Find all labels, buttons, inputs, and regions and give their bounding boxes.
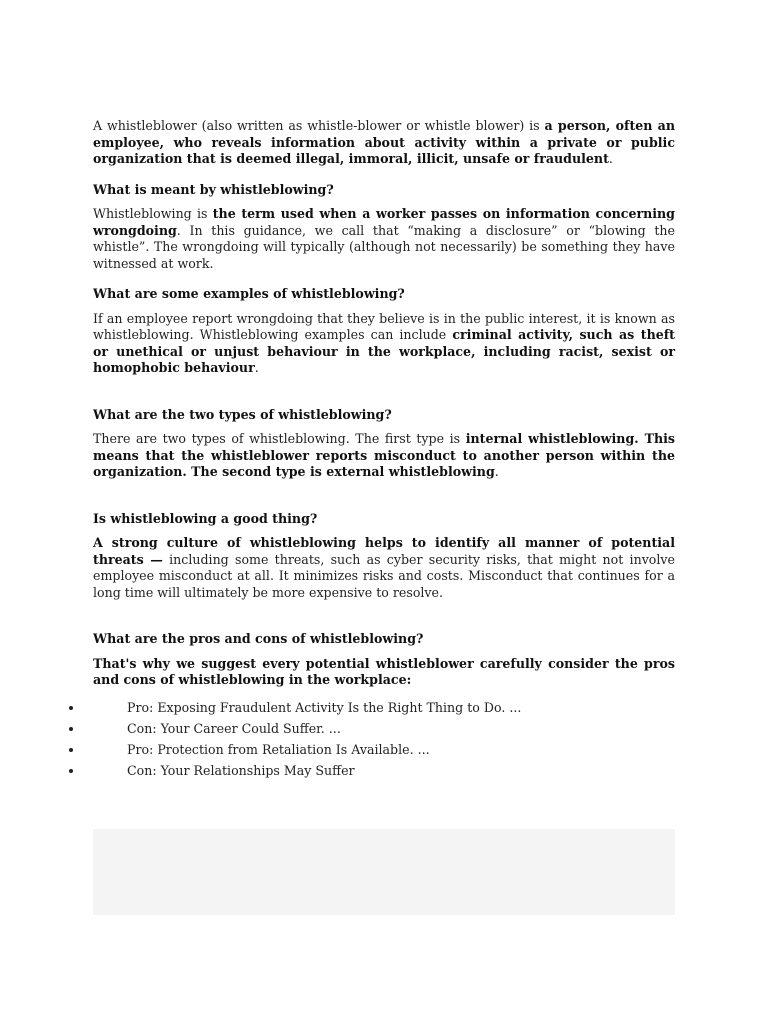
- list-item: Pro: Exposing Fraudulent Activity Is the Right Thing to Do. ...: [93, 697, 675, 718]
- intro-paragraph: [93, 118, 675, 168]
- answer-paragraph: A strong culture of whistleblowing helps to identify all manner of potential threats — including some threats, such as cyber security risks, that might not involve employee misconduct at all. It minimizes risks and costs. Misconduct that continues for a long time will ultimately be more expensive to resolve.: [93, 535, 675, 600]
- question-heading: What is meant by whistleblowing?: [93, 181, 334, 197]
- pros-cons-list: [93, 697, 675, 781]
- intro-bold: a person, often an employee, who reveals information about activity within a private or public organization that is deemed illegal, immoral, illicit, unsafe or fraudulent: [93, 118, 675, 166]
- bullet-icon: [69, 727, 73, 731]
- list-item: Con: Your Career Could Suffer. ...: [93, 718, 675, 739]
- intro-lead: A whistleblower (also written as whistle-blower or whistle blower) is: [93, 118, 545, 133]
- question-heading: Is whistleblowing a good thing?: [93, 510, 318, 526]
- question-heading: What are the pros and cons of whistleblowing?: [93, 631, 424, 646]
- answer-paragraph: There are two types of whistleblowing. The first type is internal whistleblowing. This means that the whistleblower reports misconduct to another person within the organization. The second type is external whistleblowing.: [93, 431, 675, 479]
- intro-tail: .: [608, 151, 613, 166]
- answer-paragraph: Whistleblowing is the term used when a worker passes on information concerning wrongdoing. In this guidance, we call that “making a disclosure” or “blowing the whistle”. The wrongdoing will typically (although not necessarily) be something they have witnessed at work.: [93, 206, 675, 271]
- answer-paragraph: If an employee report wrongdoing that they believe is in the public interest, it is known as whistleblowing. Whistleblowing examples can include criminal activity, such as theft or unethical or unjust behaviour in the workplace, including racist, sexist or homophobic behaviour.: [93, 310, 675, 375]
- blank-footer-box: [93, 829, 675, 915]
- bullet-icon: [69, 769, 73, 773]
- document-body: [93, 118, 675, 781]
- list-item: Pro: Protection from Retaliation Is Available. ...: [93, 739, 675, 760]
- answer-paragraph: That's why we suggest every potential whistleblower carefully consider the pros and cons of whistleblowing in the workplace:: [93, 655, 675, 687]
- list-item: Con: Your Relationships May Suffer: [93, 760, 675, 781]
- question-heading: What are some examples of whistleblowing?: [93, 286, 405, 301]
- question-heading: What are the two types of whistleblowing?: [93, 406, 392, 422]
- bullet-icon: [69, 706, 73, 710]
- bullet-icon: [69, 748, 73, 752]
